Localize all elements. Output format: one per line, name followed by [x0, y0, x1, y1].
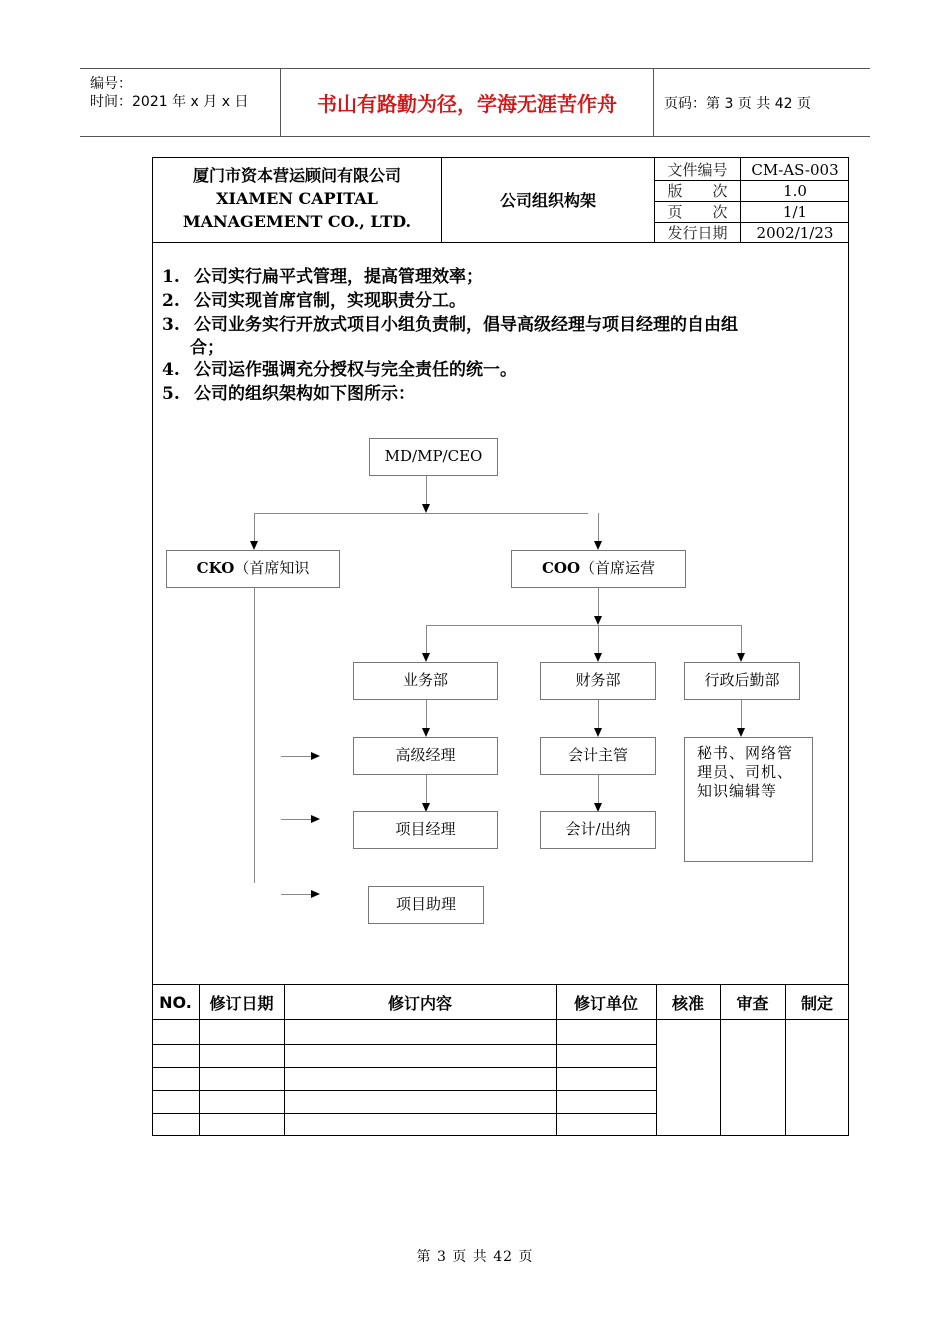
meta-value-file-no: CM-AS-003: [751, 161, 839, 179]
list-item-continuation: 合；: [190, 338, 224, 358]
connector: [598, 775, 599, 803]
page-header: [80, 68, 870, 137]
revision-header-review: 审查: [736, 993, 769, 1013]
connector: [254, 513, 255, 541]
connector: [281, 894, 311, 895]
org-node-senior-manager: 高级经理: [353, 737, 498, 775]
list-item: [162, 290, 466, 313]
org-node-cko: [166, 550, 340, 588]
list-item: [162, 314, 738, 337]
meta-key-file-no: 文件编号: [667, 161, 728, 179]
connector: [426, 625, 742, 626]
arrow-down-icon: [594, 728, 602, 737]
revision-row-line: [152, 1067, 656, 1068]
arrow-down-icon: [250, 541, 258, 550]
meta-value-issue-date: 2002/1/23: [756, 224, 834, 242]
list-item-number: 4.: [162, 360, 180, 380]
meta-key-version: 版 次: [667, 182, 728, 200]
meta-key-pages: 页 次: [667, 203, 728, 221]
list-item-text: 公司实行扁平式管理，提高管理效率；: [194, 267, 483, 287]
org-node-accounting-supervisor: 会计主管: [540, 737, 656, 775]
org-node-admin-dept: 行政后勤部: [684, 662, 800, 700]
revision-row-line: [152, 1090, 656, 1091]
list-item-text: 公司实现首席官制，实现职责分工。: [194, 291, 466, 311]
revision-header-prepare: 制定: [800, 993, 833, 1013]
header-page-info: 页码：第 3 页 共 42 页: [664, 95, 811, 112]
list-item: [162, 266, 483, 289]
connector: [426, 700, 427, 728]
arrow-down-icon: [422, 728, 430, 737]
cko-title: （首席知识: [234, 559, 310, 577]
list-item: [162, 383, 415, 406]
org-node-project-assistant: 项目助理: [368, 886, 484, 924]
connector: [254, 588, 255, 883]
company-name-cn: 厦门市资本营运顾问有限公司: [192, 166, 401, 185]
header-motto: 书山有路勤为径，学海无涯苦作舟: [281, 69, 654, 136]
arrow-down-icon: [594, 616, 602, 625]
list-item-number: 3.: [162, 315, 180, 335]
connector: [598, 513, 599, 541]
connector: [281, 819, 311, 820]
arrow-down-icon: [594, 653, 602, 662]
revision-header-date: 修订日期: [209, 993, 274, 1013]
org-node-business-dept: 业务部: [353, 662, 498, 700]
arrow-down-icon: [422, 504, 430, 513]
connector: [426, 476, 427, 504]
list-item-text: 公司业务实行开放式项目小组负责制，倡导高级经理与项目经理的自由组: [194, 315, 738, 335]
meta-key-issue-date: 发行日期: [667, 224, 728, 242]
revision-header-content: 修订内容: [387, 993, 452, 1013]
org-node-project-manager: 项目经理: [353, 811, 498, 849]
arrow-right-icon: [311, 815, 320, 823]
coo-title: （首席运营: [580, 559, 656, 577]
doc-time-label: 时间：2021 年 x 月 x 日: [90, 94, 249, 110]
list-item-number: 2.: [162, 291, 180, 311]
revision-header-unit: 修订单位: [573, 993, 638, 1013]
arrow-down-icon: [737, 728, 745, 737]
connector: [426, 625, 427, 653]
list-item-number: 5.: [162, 384, 180, 404]
coo-abbr: COO: [541, 559, 581, 577]
revision-header-bottom: [152, 1019, 849, 1020]
meta-value-pages: 1/1: [782, 203, 808, 221]
list-item-text: 公司的组织架构如下图所示：: [194, 384, 415, 404]
org-node-ceo: MD/MP/CEO: [369, 438, 498, 476]
connector: [254, 513, 588, 514]
connector: [426, 775, 427, 803]
revision-header-no: NO.: [159, 992, 192, 1012]
org-node-coo: [511, 550, 686, 588]
meta-value-version: 1.0: [783, 182, 807, 200]
list-item: [162, 359, 517, 382]
revision-header-approve: 核准: [671, 993, 704, 1013]
revision-row-line: [152, 1044, 656, 1045]
arrow-right-icon: [311, 890, 320, 898]
arrow-right-icon: [311, 752, 320, 760]
connector: [598, 588, 599, 616]
org-node-admin-staff: 秘书、网络管理员、司机、知识编辑等: [684, 737, 813, 862]
revision-row-line: [152, 1113, 656, 1114]
connector: [281, 756, 311, 757]
document-title: 公司组织构架: [499, 191, 596, 210]
company-name-en-2: MANAGEMENT CO., LTD.: [182, 212, 412, 231]
connector: [598, 625, 599, 653]
list-item-text: 公司运作强调充分授权与完全责任的统一。: [194, 360, 517, 380]
org-node-finance-dept: 财务部: [540, 662, 656, 700]
cko-abbr: CKO: [196, 559, 235, 577]
doc-number-label: 编号：: [90, 76, 132, 92]
company-name-en-1: XIAMEN CAPITAL: [216, 189, 378, 208]
page-footer: 第 3 页 共 42 页: [416, 1249, 534, 1265]
list-item-number: 1.: [162, 267, 180, 287]
connector: [598, 700, 599, 728]
company-name: [153, 164, 441, 233]
header-left-cell: [80, 69, 281, 136]
arrow-down-icon: [422, 653, 430, 662]
connector: [741, 625, 742, 653]
arrow-down-icon: [737, 653, 745, 662]
arrow-down-icon: [594, 541, 602, 550]
org-node-accountant-cashier: 会计/出纳: [540, 811, 656, 849]
connector: [741, 700, 742, 728]
